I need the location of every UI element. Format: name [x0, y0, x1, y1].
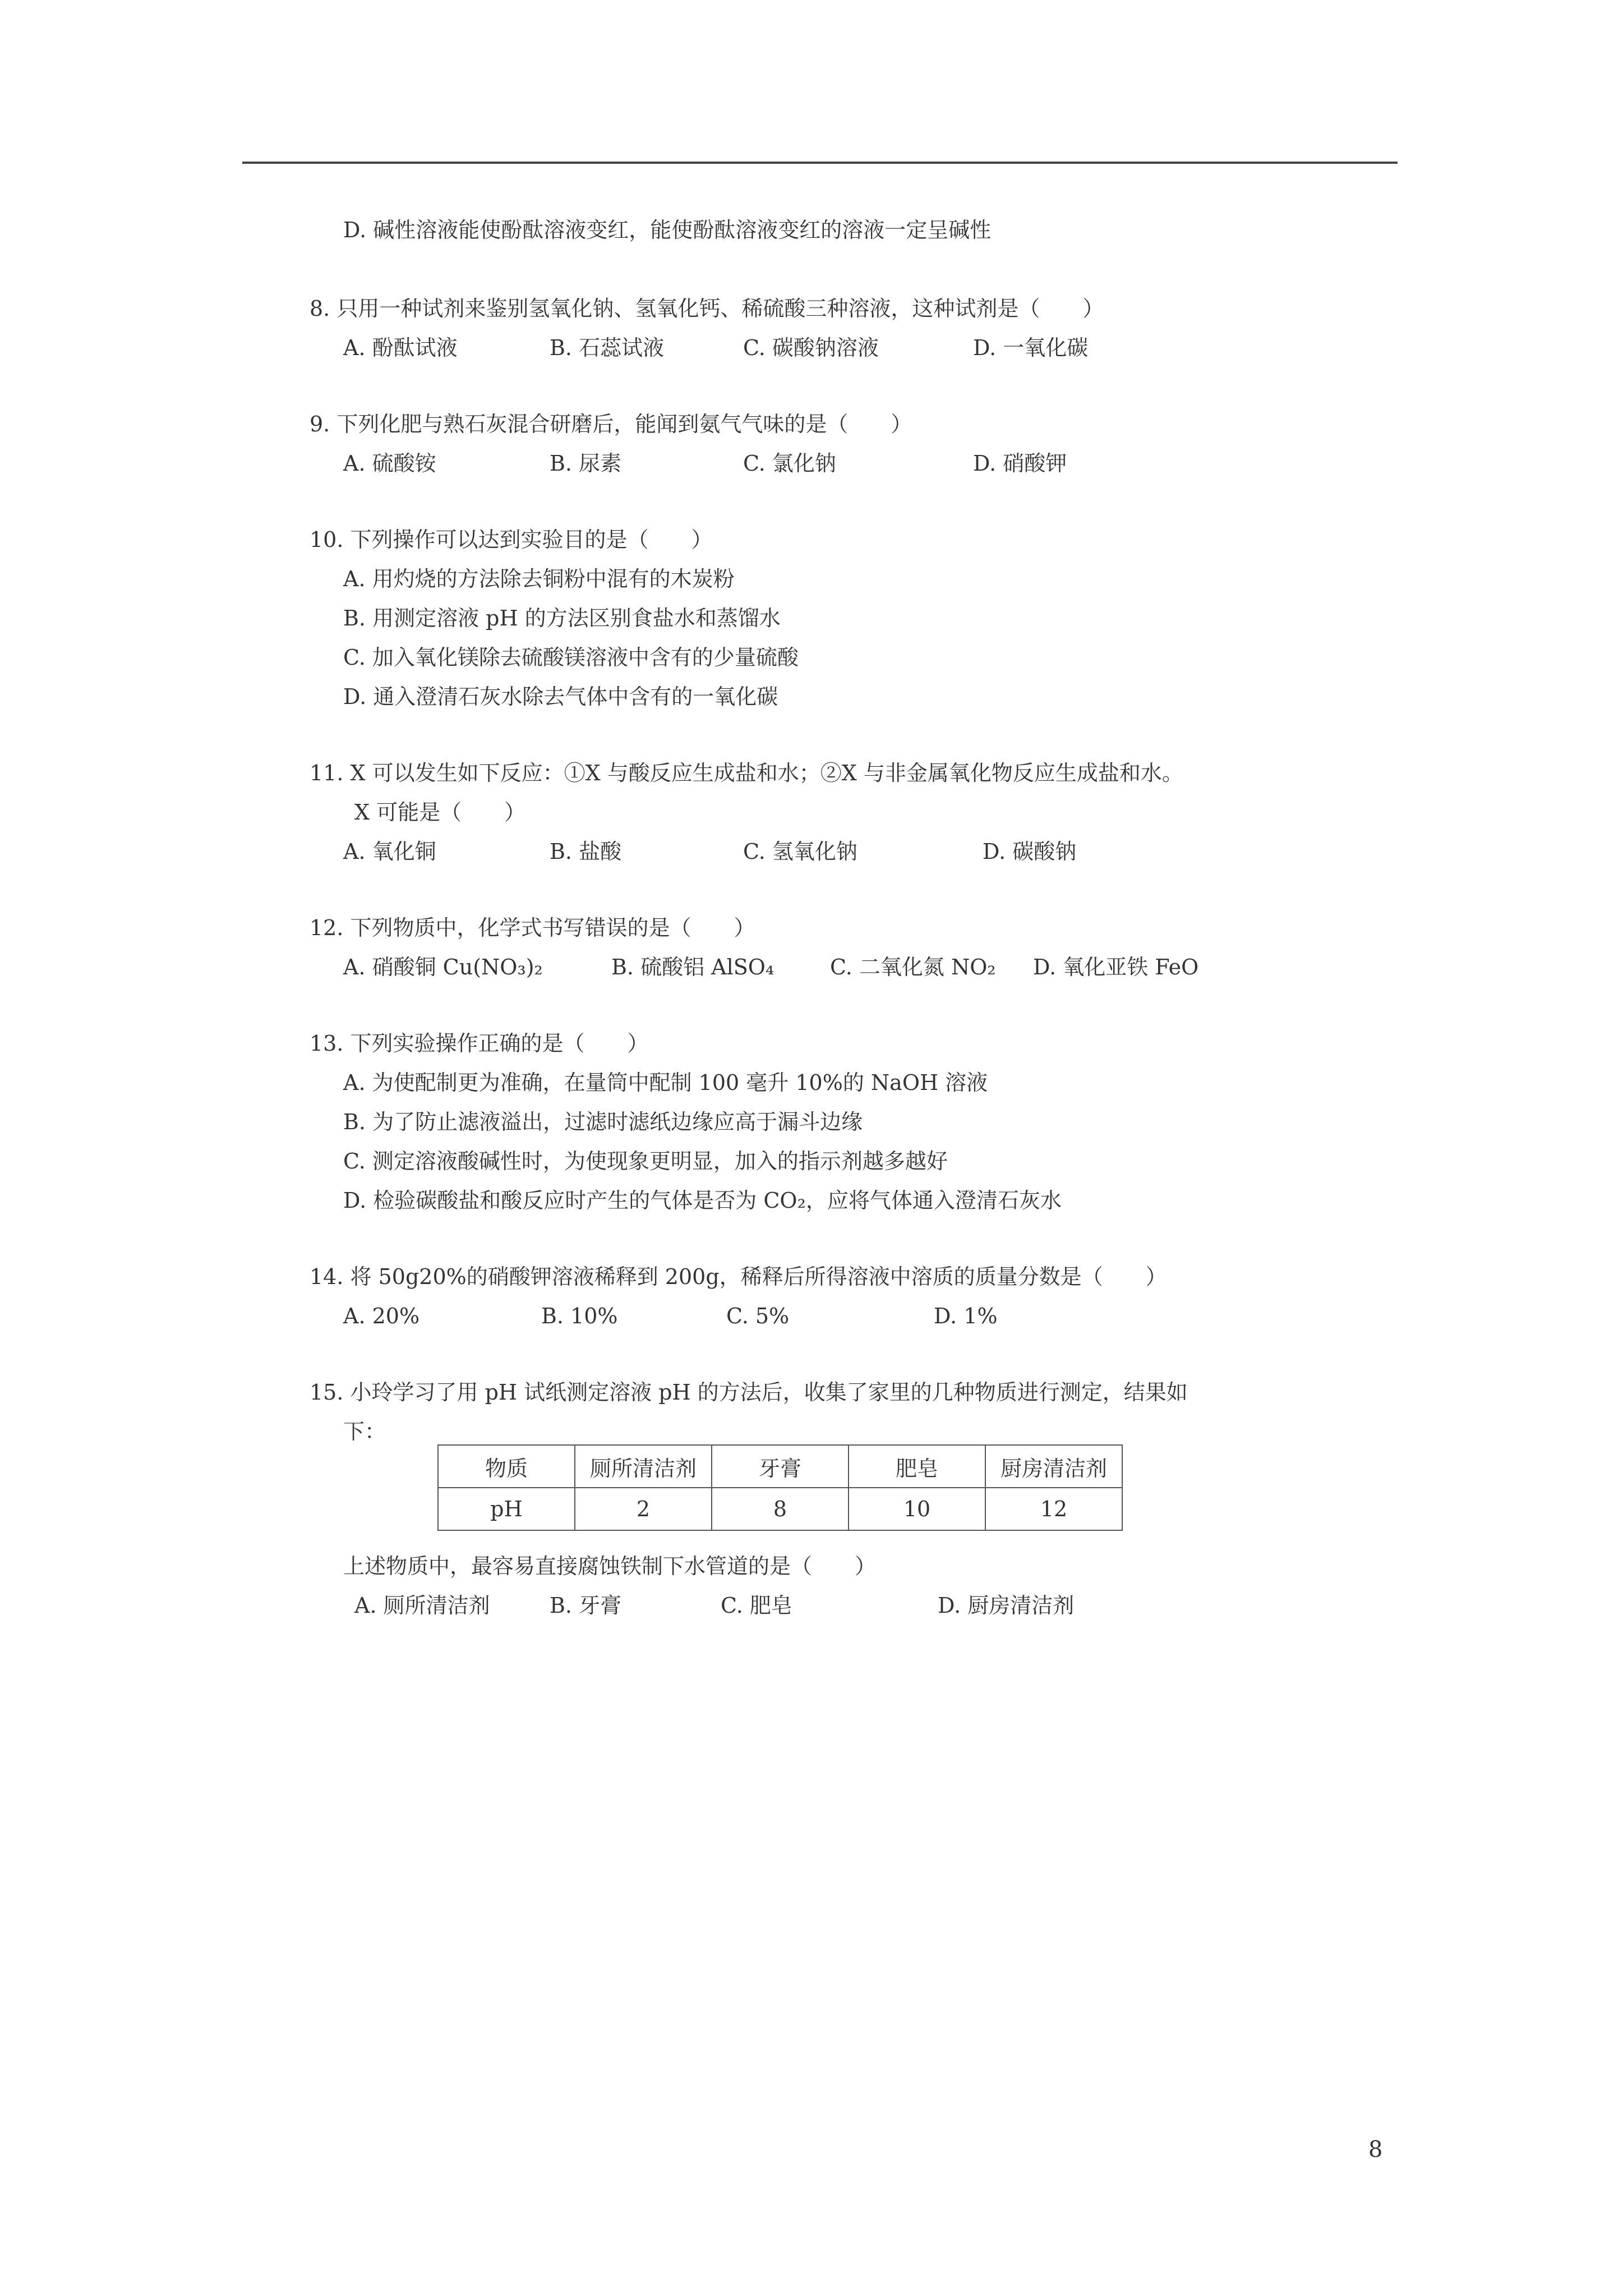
- q13-option-b: B. 为了防止滤液溢出，过滤时滤纸边缘应高于漏斗边缘: [343, 1110, 863, 1134]
- q10-stem: 10. 下列操作可以达到实验目的是（ ）: [310, 527, 713, 552]
- header-rule: [242, 162, 1398, 164]
- q15-question: 上述物质中，最容易直接腐蚀铁制下水管道的是（ ）: [343, 1554, 877, 1579]
- q11-option-b: B. 盐酸: [550, 839, 622, 864]
- q15-option-d: D. 厨房清洁剂: [938, 1593, 1075, 1618]
- q10-option-d: D. 通入澄清石灰水除去气体中含有的一氧化碳: [343, 684, 778, 709]
- q10-option-a: A. 用灼烧的方法除去铜粉中混有的木炭粉: [343, 567, 735, 591]
- q11-option-d: D. 碳酸钠: [983, 839, 1077, 864]
- table-cell: pH: [438, 1488, 575, 1530]
- table-cell: 牙膏: [712, 1445, 849, 1488]
- q14-stem: 14. 将 50g20%的硝酸钾溶液稀释到 200g，稀释后所得溶液中溶质的质量分数是（ ）: [310, 1264, 1167, 1289]
- q13-stem: 13. 下列实验操作正确的是（ ）: [310, 1031, 649, 1056]
- q8-stem: 8. 只用一种试剂来鉴别氢氧化钠、氢氧化钙、稀硫酸三种溶液，这种试剂是（ ）: [310, 296, 1104, 321]
- q11-stem: 11. X 可以发生如下反应：①X 与酸反应生成盐和水；②X 与非金属氧化物反应生成盐和水。: [310, 761, 1183, 785]
- ph-table: [437, 1444, 1123, 1531]
- q15-stem: 15. 小玲学习了用 pH 试纸测定溶液 pH 的方法后，收集了家里的几种物质进行测定，结果如: [310, 1380, 1188, 1405]
- q15-stem-continued: 下：: [343, 1419, 386, 1444]
- table-row: [438, 1445, 1122, 1488]
- q10-option-c: C. 加入氧化镁除去硫酸镁溶液中含有的少量硫酸: [343, 645, 799, 670]
- page-number: 8: [1368, 2137, 1383, 2162]
- q8-option-d: D. 一氧化碳: [973, 335, 1089, 360]
- q13-option-c: C. 测定溶液酸碱性时，为使现象更明显，加入的指示剂越多越好: [343, 1149, 948, 1174]
- q11-option-c: C. 氢氧化钠: [743, 839, 857, 864]
- q9-stem: 9. 下列化肥与熟石灰混合研磨后，能闻到氨气气味的是（ ）: [310, 412, 912, 436]
- q10-option-b: B. 用测定溶液 pH 的方法区别食盐水和蒸馏水: [343, 606, 781, 631]
- table-cell: 厕所清洁剂: [575, 1445, 712, 1488]
- q7-option-d: D. 碱性溶液能使酚酞溶液变红，能使酚酞溶液变红的溶液一定呈碱性: [343, 218, 992, 242]
- q14-option-d: D. 1%: [934, 1304, 998, 1328]
- q14-option-b: B. 10%: [541, 1304, 618, 1328]
- q12-option-a: A. 硝酸铜 Cu(NO₃)₂: [343, 955, 543, 979]
- q14-option-c: C. 5%: [726, 1304, 790, 1328]
- q15-option-a: A. 厕所清洁剂: [354, 1593, 490, 1618]
- table-cell: 12: [985, 1488, 1122, 1530]
- table-cell: 肥皂: [849, 1445, 985, 1488]
- q9-option-c: C. 氯化钠: [743, 451, 836, 476]
- q9-option-b: B. 尿素: [550, 451, 622, 476]
- q8-option-b: B. 石蕊试液: [550, 335, 665, 360]
- table-cell: 厨房清洁剂: [985, 1445, 1122, 1488]
- q11-option-a: A. 氧化铜: [343, 839, 436, 864]
- q15-option-c: C. 肥皂: [721, 1593, 792, 1618]
- q11-stem-continued: X 可能是（ ）: [354, 800, 526, 825]
- table-cell: 10: [849, 1488, 985, 1530]
- q9-option-d: D. 硝酸钾: [973, 451, 1067, 476]
- q14-option-a: A. 20%: [343, 1304, 420, 1328]
- q8-option-a: A. 酚酞试液: [343, 335, 458, 360]
- table-cell: 物质: [438, 1445, 575, 1488]
- q13-option-a: A. 为使配制更为准确，在量筒中配制 100 毫升 10%的 NaOH 溶液: [343, 1070, 988, 1095]
- q13-option-d: D. 检验碳酸盐和酸反应时产生的气体是否为 CO₂，应将气体通入澄清石灰水: [343, 1188, 1062, 1213]
- q15-option-b: B. 牙膏: [550, 1593, 622, 1618]
- q9-option-a: A. 硫酸铵: [343, 451, 436, 476]
- table-cell: 2: [575, 1488, 712, 1530]
- table-cell: 8: [712, 1488, 849, 1530]
- q12-option-b: B. 硫酸铝 AlSO₄: [611, 955, 774, 979]
- q8-option-c: C. 碳酸钠溶液: [743, 335, 879, 360]
- q12-option-c: C. 二氧化氮 NO₂: [830, 955, 996, 979]
- table-row: [438, 1488, 1122, 1530]
- q12-stem: 12. 下列物质中，化学式书写错误的是（ ）: [310, 915, 755, 940]
- q12-option-d: D. 氧化亚铁 FeO: [1033, 955, 1199, 979]
